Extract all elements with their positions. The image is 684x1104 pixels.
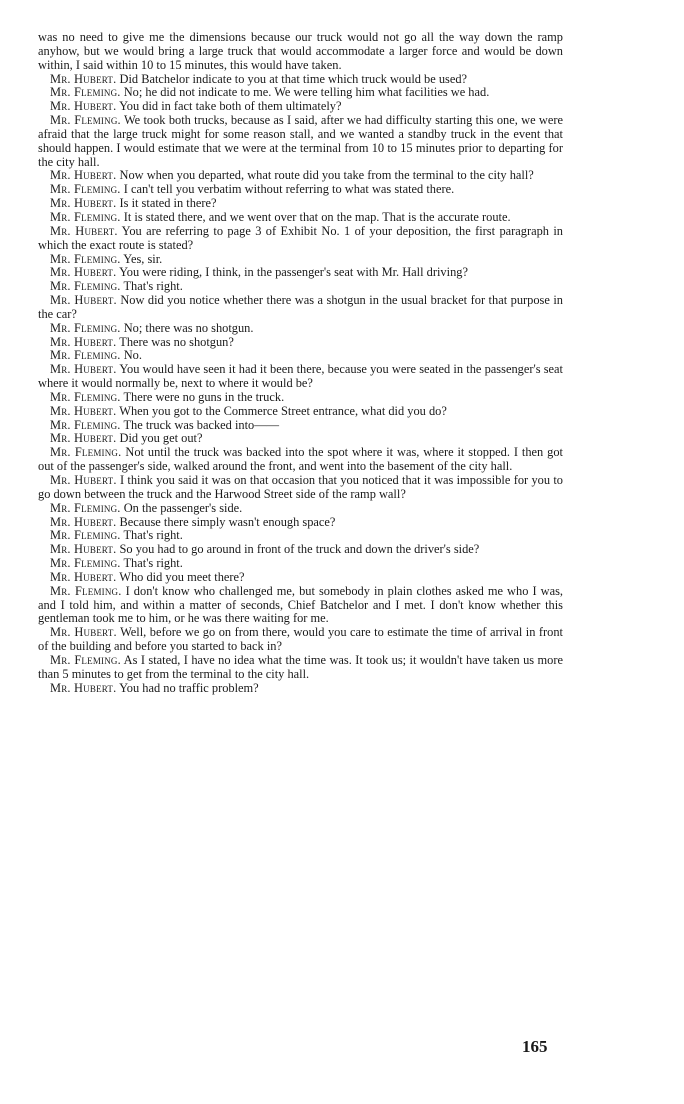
speaker-name: Mr. Hubert. [50, 196, 117, 211]
speech-text: Did you get out? [119, 431, 203, 446]
speaker-name: Mr. Hubert. [50, 403, 117, 418]
transcript-paragraph [38, 225, 563, 253]
transcript-paragraph [38, 571, 563, 585]
speech-text: I can't tell you verbatim without referring to what was stated there. [123, 182, 455, 197]
speaker-name: Mr. Fleming. [50, 320, 121, 335]
speaker-name: Mr. Fleming. [50, 556, 121, 571]
transcript-paragraph [38, 474, 563, 502]
speech-text: No; there was no shotgun. [123, 320, 254, 335]
transcript-body [38, 31, 563, 696]
speech-text: Did Batchelor indicate to you at that time which truck would be used? [119, 71, 468, 86]
speech-text: On the passenger's side. [123, 500, 243, 515]
speech-text: Who did you meet there? [119, 569, 245, 584]
speech-text: There were no guns in the truck. [123, 389, 285, 404]
speech-text: You did in fact take both of them ultimately? [119, 99, 342, 114]
transcript-paragraph [38, 336, 563, 350]
transcript-paragraph [38, 169, 563, 183]
transcript-paragraph [38, 197, 563, 211]
transcript-paragraph [38, 557, 563, 571]
speaker-name: Mr. Fleming. [50, 348, 121, 363]
speech-text: No; he did not indicate to me. We were telling him what facilities we had. [123, 85, 490, 100]
speech-text: When you got to the Commerce Street entrance, what did you do? [119, 403, 447, 418]
transcript-paragraph [38, 86, 563, 100]
transcript-paragraph [38, 349, 563, 363]
transcript-paragraph [38, 211, 563, 225]
transcript-paragraph [38, 502, 563, 516]
speech-text: That's right. [123, 556, 183, 571]
speech-text: So you had to go around in front of the truck and down the driver's side? [119, 542, 480, 557]
speech-text: I think you said it was on that occasion that you noticed that it was impossible for you to go down between the truck and the Harwood Street side of the ramp wall? [38, 473, 563, 501]
transcript-paragraph [38, 100, 563, 114]
speaker-name: Mr. Hubert. [50, 334, 117, 349]
speaker-name: Mr. Fleming. [50, 528, 121, 543]
speaker-name: Mr. Hubert. [50, 265, 117, 280]
speech-text: Not until the truck was backed into the spot where it was, where it stopped. I then got out of the passenger's side, walked around the front, and went into the basement of the city hall. [38, 445, 564, 474]
speech-text: It is stated there, and we went over that on the map. That is the accurate route. [123, 209, 511, 224]
speech-text: Yes, sir. [123, 251, 163, 266]
speaker-name: Mr. Fleming. [50, 279, 121, 294]
speaker-name: Mr. Hubert. [50, 473, 117, 487]
transcript-paragraph [38, 626, 563, 654]
speaker-name: Mr. Hubert. [50, 569, 117, 584]
speech-text: Now when you departed, what route did you take from the terminal to the city hall? [119, 168, 534, 183]
transcript-paragraph [38, 114, 563, 169]
speech-text: Now did you notice whether there was a shotgun in the usual bracket for that purpose in the car? [38, 293, 563, 321]
speaker-name: Mr. Hubert. [50, 514, 117, 529]
transcript-paragraph [38, 73, 563, 87]
transcript-paragraph [38, 405, 563, 419]
speaker-name: Mr. Fleming. [50, 389, 121, 404]
transcript-paragraph [38, 253, 563, 267]
transcript-paragraph [38, 543, 563, 557]
speaker-name: Mr. Fleming. [50, 113, 121, 128]
transcript-paragraph [38, 183, 563, 197]
speech-text: That's right. [123, 279, 183, 294]
speech-text: That's right. [123, 528, 183, 543]
transcript-paragraph [38, 446, 563, 474]
speech-text: We took both trucks, because as I said, after we had difficulty starting this one, we were afraid that the large truck might for some reason stall, and we wanted a standby truck in the event that should happen. I would estimate that we were at the terminal from 10 to 15 minutes prior to departing for the city hall. [38, 113, 563, 169]
speech-text: No. [123, 348, 142, 363]
transcript-paragraph [38, 363, 563, 391]
page-number: 165 [522, 1037, 548, 1056]
transcript-paragraph [38, 682, 563, 696]
transcript-paragraph [38, 266, 563, 280]
speaker-name: Mr. Fleming. [50, 583, 122, 598]
speech-text: There was no shotgun? [119, 334, 234, 349]
speaker-name: Mr. Fleming. [50, 417, 121, 432]
speech-text: Because there simply wasn't enough space? [119, 514, 336, 529]
speaker-name: Mr. Hubert. [50, 223, 118, 238]
transcript-paragraph [38, 31, 563, 73]
transcript-paragraph [38, 585, 563, 627]
speech-text: Is it stated in there? [119, 196, 217, 211]
speech-text: As I stated, I have no idea what the time was. It took us; it wouldn't have taken us more than 5 minutes to get from the terminal to the city hall. [38, 652, 563, 681]
speaker-name: Mr. Hubert. [50, 431, 117, 446]
speech-text: You are referring to page 3 of Exhibit No. 1 of your deposition, the first paragraph in which the exact route is stated? [38, 223, 564, 252]
speech-text: was no need to give me the dimensions because our truck would not go all the way down the ramp anyhow, but we would bring a large truck that would accommodate a larger force and would be down within, I said within 10 to 15 minutes, this would have taken. [38, 30, 563, 72]
speaker-name: Mr. Hubert. [50, 71, 117, 86]
speaker-name: Mr. Fleming. [50, 209, 121, 224]
transcript-paragraph [38, 322, 563, 336]
speech-text: You would have seen it had it been there, because you were seated in the passenger's seat where it would normally be, next to where it would be? [38, 362, 564, 391]
speech-text: You were riding, I think, in the passenger's seat with Mr. Hall driving? [119, 265, 468, 280]
transcript-paragraph [38, 432, 563, 446]
speaker-name: Mr. Hubert. [50, 680, 117, 695]
speaker-name: Mr. Hubert. [50, 542, 117, 557]
transcript-paragraph [38, 529, 563, 543]
speaker-name: Mr. Hubert. [50, 293, 117, 308]
transcript-paragraph [38, 391, 563, 405]
speaker-name: Mr. Hubert. [50, 625, 117, 640]
speech-text: I don't know who challenged me, but somebody in plain clothes asked me who I was, and I told him, and within a matter of seconds, Chief Batchelor and I met. I don't know whether this gentleman took me to him, or he was there waiting for me. [38, 583, 563, 626]
speaker-name: Mr. Fleming. [50, 182, 121, 197]
transcript-paragraph [38, 654, 563, 682]
transcript-paragraph [38, 294, 563, 322]
speaker-name: Mr. Fleming. [50, 445, 122, 460]
speaker-name: Mr. Hubert. [50, 168, 117, 183]
speaker-name: Mr. Fleming. [50, 500, 121, 515]
speaker-name: Mr. Fleming. [50, 251, 121, 266]
speech-text: The truck was backed into—— [123, 417, 280, 432]
transcript-paragraph [38, 419, 563, 433]
transcript-paragraph [38, 516, 563, 530]
speaker-name: Mr. Hubert. [50, 362, 117, 377]
speech-text: You had no traffic problem? [119, 680, 259, 695]
transcript-paragraph [38, 280, 563, 294]
speaker-name: Mr. Fleming. [50, 85, 121, 100]
speaker-name: Mr. Hubert. [50, 99, 117, 114]
speaker-name: Mr. Fleming. [50, 652, 121, 667]
speech-text: Well, before we go on from there, would you care to estimate the time of arrival in front of the building and before you started to back in? [38, 625, 564, 654]
